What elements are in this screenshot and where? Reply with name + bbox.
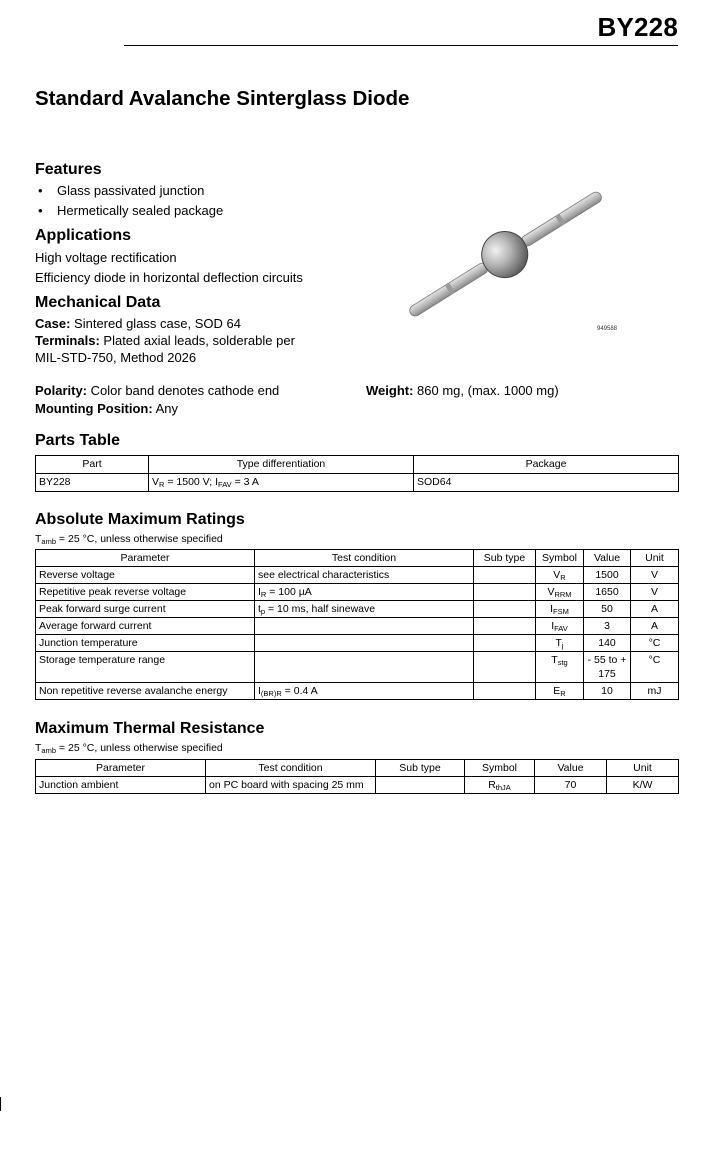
- thermal-table: [35, 759, 679, 794]
- value-cell: 1500: [584, 567, 631, 584]
- table-row: [36, 567, 679, 584]
- column-header: Type differentiation: [149, 456, 414, 474]
- type-diff-cell: $V_R = 1500$ V; $I_{FAV} = 3$ A: [149, 474, 414, 492]
- test-condition-cell: on PC board with spacing 25 mm: [206, 777, 376, 794]
- test-condition-cell: [255, 618, 474, 635]
- parameter-cell: Non repetitive reverse avalanche energy: [36, 683, 255, 700]
- column-header: Sub type: [474, 550, 536, 567]
- unit-cell: mJ: [631, 683, 679, 700]
- value-cell: - 55 to + 175: [584, 652, 631, 683]
- symbol-cell: $E_R$: [536, 683, 584, 700]
- table-header-row: [36, 456, 679, 474]
- features-list: [35, 181, 223, 220]
- unit-cell: V: [631, 567, 679, 584]
- page-title: Standard Avalanche Sinterglass Diode: [35, 87, 410, 110]
- subtype-cell: [474, 567, 536, 584]
- table-row: [36, 635, 679, 652]
- table-row: [36, 683, 679, 700]
- table-row: [36, 618, 679, 635]
- value-cell: 70: [535, 777, 607, 794]
- diode-package-illustration: [400, 185, 610, 325]
- symbol-cell: $I_{FAV}$: [536, 618, 584, 635]
- mounting-label: Mounting Position:: [35, 400, 153, 416]
- value-cell: 1650: [584, 584, 631, 601]
- case-value: Sintered glass case, SOD 64: [74, 316, 241, 331]
- column-header: Test condition: [255, 550, 474, 567]
- test-condition-cell: [255, 635, 474, 652]
- abs-max-table: [35, 549, 679, 700]
- polarity-block: [35, 382, 279, 417]
- bullet-icon: •: [38, 202, 43, 218]
- column-header: Symbol: [536, 550, 584, 567]
- unit-cell: V: [631, 584, 679, 601]
- mechanical-data: [35, 315, 295, 366]
- unit-cell: A: [631, 618, 679, 635]
- diode-body: [473, 223, 536, 286]
- polarity-value: Color band denotes cathode end: [90, 383, 280, 398]
- applications-text: [35, 248, 303, 287]
- parameter-cell: Junction ambient: [36, 777, 206, 794]
- parameter-cell: Reverse voltage: [36, 567, 255, 584]
- package-cell: SOD64: [414, 474, 679, 492]
- thermal-condition: $T_{amb} = 25$ °C, unless otherwise specified: [35, 742, 223, 755]
- unit-cell: A: [631, 601, 679, 618]
- value-cell: 50: [584, 601, 631, 618]
- subtype-cell: [474, 635, 536, 652]
- figure-code: 949588: [597, 326, 618, 332]
- applications-heading: Applications: [35, 227, 132, 244]
- test-condition-cell: $t_p = 10$ ms, half sinewave: [255, 601, 474, 618]
- subtype-cell: [474, 652, 536, 683]
- parameter-cell: Junction temperature: [36, 635, 255, 652]
- column-header: Package: [414, 456, 679, 474]
- value-cell: 3: [584, 618, 631, 635]
- table-row: [36, 601, 679, 618]
- column-header: Symbol: [465, 760, 535, 777]
- table-header-row: [36, 550, 679, 567]
- features-heading: Features: [35, 161, 102, 178]
- part-cell: BY228: [36, 474, 149, 492]
- application-line: High voltage rectification: [35, 250, 177, 265]
- subtype-cell: [474, 584, 536, 601]
- list-item: • Glass passivated junction: [35, 181, 223, 201]
- column-header: Test condition: [206, 760, 376, 777]
- mechanical-heading: Mechanical Data: [35, 294, 161, 311]
- parts-table-heading: Parts Table: [35, 432, 121, 449]
- part-number: BY228: [597, 12, 678, 42]
- column-header: Unit: [631, 550, 679, 567]
- parts-table: [35, 455, 679, 492]
- column-header: Part: [36, 456, 149, 474]
- thermal-heading: Maximum Thermal Resistance: [35, 720, 265, 737]
- column-header: Parameter: [36, 550, 255, 567]
- symbol-cell: $R_{thJA}$: [465, 777, 535, 794]
- terminals-value: Plated axial leads, solderable per: [103, 333, 295, 348]
- case-label: Case:: [35, 316, 71, 331]
- subtype-cell: [474, 618, 536, 635]
- column-header: Value: [584, 550, 631, 567]
- column-header: Parameter: [36, 760, 206, 777]
- test-condition-cell: see electrical characteristics: [255, 567, 474, 584]
- terminals-value-2: MIL-STD-750, Method 2026: [35, 350, 197, 365]
- test-condition-cell: $I_{(BR)R} = 0.4$ A: [255, 683, 474, 700]
- weight-label: Weight:: [366, 383, 414, 398]
- mounting-value: Any: [155, 400, 179, 416]
- subtype-cell: [376, 777, 465, 794]
- application-line: Efficiency diode in horizontal deflection circuits: [35, 269, 303, 285]
- unit-cell: °C: [631, 652, 679, 683]
- value-cell: 140: [584, 635, 631, 652]
- value-cell: 10: [584, 683, 631, 700]
- table-header-row: [36, 760, 679, 777]
- test-condition-cell: $I_R = 100$ µA: [255, 584, 474, 601]
- subtype-cell: [474, 601, 536, 618]
- column-header: Unit: [607, 760, 679, 777]
- list-item: • Hermetically sealed package: [35, 201, 223, 221]
- test-condition-cell: [255, 652, 474, 683]
- symbol-cell: $I_{FSM}$: [536, 601, 584, 618]
- column-header: Value: [535, 760, 607, 777]
- table-row: [36, 652, 679, 683]
- weight-block: [366, 382, 559, 400]
- symbol-cell: $T_{stg}$: [536, 652, 584, 683]
- parameter-cell: Storage temperature range: [36, 652, 255, 683]
- unit-cell: °C: [631, 635, 679, 652]
- symbol-cell: $T_j$: [536, 635, 584, 652]
- terminals-label: Terminals:: [35, 333, 100, 348]
- table-row: [36, 584, 679, 601]
- abs-max-condition: $T_{amb} = 25$ °C, unless otherwise specified: [35, 533, 223, 546]
- page-edge-mark: [0, 1097, 1, 1111]
- parameter-cell: Peak forward surge current: [36, 601, 255, 618]
- table-row: [36, 777, 679, 794]
- table-row: [36, 474, 679, 492]
- unit-cell: K/W: [607, 777, 679, 794]
- polarity-label: Polarity:: [35, 383, 88, 398]
- symbol-cell: $V_R$: [536, 567, 584, 584]
- abs-max-heading: Absolute Maximum Ratings: [35, 511, 245, 528]
- parameter-cell: Repetitive peak reverse voltage: [36, 584, 255, 601]
- symbol-cell: $V_{RRM}$: [536, 584, 584, 601]
- bullet-icon: •: [38, 183, 43, 198]
- weight-value: 860 mg, (max. 1000 mg): [417, 383, 559, 398]
- subtype-cell: [474, 683, 536, 700]
- column-header: Sub type: [376, 760, 465, 777]
- parameter-cell: Average forward current: [36, 618, 255, 635]
- header-rule: [124, 45, 678, 46]
